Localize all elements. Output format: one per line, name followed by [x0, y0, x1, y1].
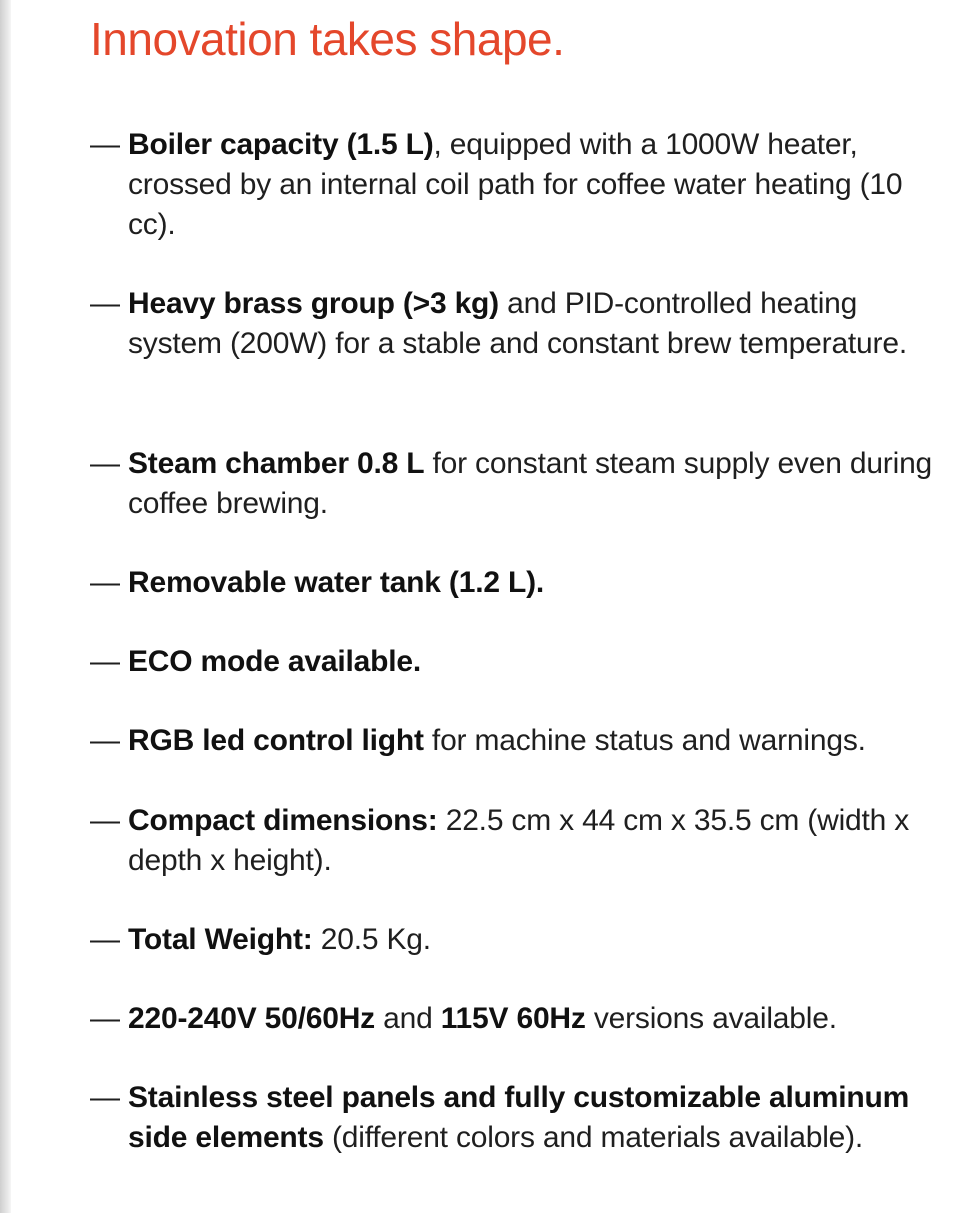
spec-highlight: Heavy brass group (>3 kg)	[128, 287, 499, 320]
spec-highlight: Stainless steel panels and fully customizable aluminum side elements	[128, 1081, 910, 1154]
spec-highlight: Compact dimensions:	[128, 804, 438, 837]
spec-dash: —	[90, 566, 120, 599]
spec-detail: (different colors and materials available).	[323, 1121, 864, 1154]
spec-text	[90, 444, 950, 524]
spec-dash: —	[90, 1081, 120, 1114]
spec-dash: —	[90, 287, 120, 320]
spec-item	[90, 999, 950, 1039]
spec-detail: for constant steam supply even during coffee brewing.	[128, 447, 933, 520]
spec-highlight: RGB led control light	[128, 724, 424, 757]
spec-text	[90, 801, 950, 881]
spec-item	[90, 284, 950, 364]
spec-item	[90, 1078, 950, 1158]
spec-item	[90, 721, 950, 761]
spec-highlight: Boiler capacity (1.5 L)	[128, 128, 434, 161]
spec-item	[90, 642, 950, 682]
spec-dash: —	[90, 645, 120, 678]
spec-text	[90, 563, 950, 603]
spec-text	[90, 125, 950, 245]
spec-detail: and	[374, 1002, 441, 1035]
spec-highlight: ECO mode available.	[128, 645, 421, 678]
spec-detail: 20.5 Kg.	[312, 923, 431, 956]
page-edge-shadow	[0, 0, 11, 1213]
spec-text	[90, 284, 950, 364]
spec-dash: —	[90, 128, 120, 161]
spec-text	[90, 1078, 950, 1158]
page-title: Innovation takes shape.	[90, 13, 565, 65]
spec-item	[90, 444, 950, 524]
spec-detail: , equipped with a 1000W heater, crossed by an internal coil path for coffee water heating (10 cc).	[128, 128, 903, 241]
spec-text	[90, 999, 950, 1039]
spec-detail: for machine status and warnings.	[423, 724, 866, 757]
spec-detail: and PID-controlled heating system (200W) for a stable and constant brew temperature.	[128, 287, 907, 360]
spec-dash: —	[90, 1002, 120, 1035]
spec-item	[90, 801, 950, 881]
spec-text	[90, 642, 950, 682]
spec-highlight: Steam chamber 0.8 L	[128, 447, 425, 480]
spec-text	[90, 721, 950, 761]
spec-highlight: 220-240V 50/60Hz	[128, 1002, 375, 1035]
spec-highlight: Removable water tank (1.2 L).	[128, 566, 545, 599]
spec-dash: —	[90, 923, 120, 956]
spec-detail: 22.5 cm x 44 cm x 35.5 cm (width x depth x height).	[128, 804, 910, 877]
spec-highlight: Total Weight:	[128, 923, 313, 956]
spec-item	[90, 563, 950, 603]
spec-dash: —	[90, 447, 120, 480]
spec-dash: —	[90, 804, 120, 837]
spec-item	[90, 920, 950, 960]
spec-item	[90, 125, 950, 245]
spec-detail: versions available.	[585, 1002, 837, 1035]
spec-text	[90, 920, 950, 960]
spec-highlight: 115V 60Hz	[440, 1002, 586, 1035]
spec-dash: —	[90, 724, 120, 757]
